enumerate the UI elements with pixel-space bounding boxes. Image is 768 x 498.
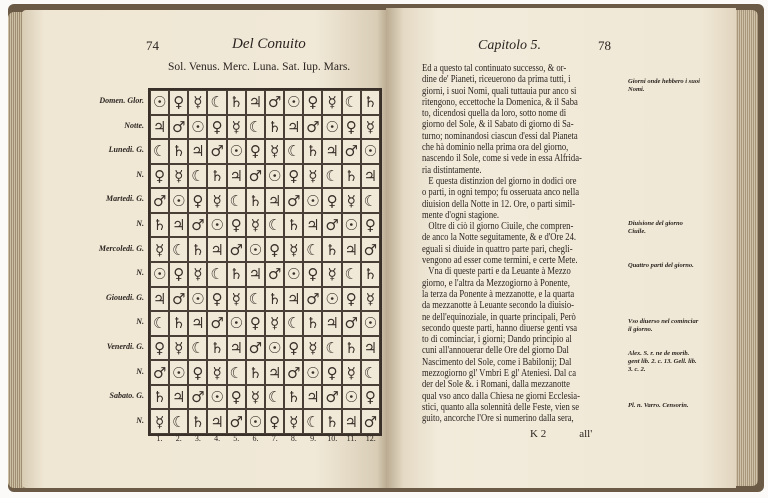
text-line: Nascimento del Sole, come i Babilonij; Dal bbox=[422, 355, 572, 368]
planet-symbol-cell: ♃ bbox=[265, 188, 284, 213]
planet-symbol-cell: ♃ bbox=[342, 237, 361, 262]
right-page-number: 78 bbox=[598, 38, 611, 53]
hour-number: 3. bbox=[194, 434, 201, 443]
planet-symbol-cell: ☿ bbox=[361, 115, 380, 140]
planet-symbol-cell: ☿ bbox=[227, 115, 246, 140]
catchword: K 2 all' bbox=[530, 428, 593, 440]
planet-symbol-cell: ♄ bbox=[284, 213, 303, 238]
planet-symbol-cell: ☿ bbox=[188, 262, 207, 287]
row-label: N. bbox=[136, 169, 144, 179]
planet-symbol-cell: ♂ bbox=[227, 237, 246, 262]
planet-symbol-cell: ☾ bbox=[265, 385, 284, 410]
left-page-number: 74 bbox=[146, 38, 159, 53]
hour-number: 4. bbox=[214, 434, 221, 443]
text-line: ritengono, eccettoche la Domenica, & il Saba bbox=[422, 95, 578, 108]
planet-symbol-cell: ☉ bbox=[188, 287, 207, 312]
hour-number: 11. bbox=[346, 434, 357, 443]
planet-symbol-cell: ♄ bbox=[150, 385, 169, 410]
text-line: giorno del Sole, & il Sabato di giorno di Sa- bbox=[422, 118, 574, 131]
planet-symbol-cell: ♃ bbox=[207, 409, 226, 434]
text-line: ne dell'equinoziale, in quarte principali, Però bbox=[422, 310, 576, 323]
planet-symbol-cell: ♂ bbox=[207, 311, 226, 336]
planet-symbol-cell: ☾ bbox=[188, 164, 207, 189]
planet-symbol-cell: ☾ bbox=[150, 311, 169, 336]
planet-symbol-cell: ♀ bbox=[246, 139, 265, 164]
planet-symbol-cell: ☾ bbox=[361, 188, 380, 213]
text-line: cuni all'annouerar delle Ore del giorno Dal bbox=[422, 344, 569, 357]
planet-symbol-cell: ☿ bbox=[188, 90, 207, 115]
planet-symbol-cell: ♂ bbox=[265, 262, 284, 287]
planet-symbol-cell: ☾ bbox=[322, 164, 341, 189]
text-line: vengono ad esser come termini, e certe Mete. bbox=[422, 254, 578, 267]
planet-symbol-cell: ☾ bbox=[246, 115, 265, 140]
row-label: N. bbox=[136, 415, 144, 425]
hour-number: 5. bbox=[233, 434, 240, 443]
planet-symbol-cell: ☾ bbox=[265, 213, 284, 238]
planet-symbol-cell: ☿ bbox=[227, 287, 246, 312]
planet-symbol-cell: ♃ bbox=[361, 336, 380, 361]
planet-symbol-cell: ☿ bbox=[322, 262, 341, 287]
planet-symbol-cell: ☿ bbox=[207, 360, 226, 385]
left-running-head: Del Conuito bbox=[232, 36, 306, 52]
planet-symbol-cell: ☾ bbox=[342, 262, 361, 287]
planet-symbol-cell: ♄ bbox=[169, 311, 188, 336]
margin-note: Giorni onde hebbero i suoi Nomi. bbox=[628, 78, 700, 93]
row-label: N. bbox=[136, 366, 144, 376]
planet-symbol-cell: ☉ bbox=[169, 188, 188, 213]
planet-symbol-cell: ♃ bbox=[284, 287, 303, 312]
planet-symbol-cell: ♂ bbox=[188, 213, 207, 238]
planet-symbol-cell: ☉ bbox=[150, 262, 169, 287]
planet-symbol-cell: ♀ bbox=[246, 311, 265, 336]
planet-symbol-cell: ☿ bbox=[284, 409, 303, 434]
hour-number: 6. bbox=[252, 434, 259, 443]
planet-symbol-cell: ♃ bbox=[303, 385, 322, 410]
planet-symbol-cell: ☾ bbox=[342, 90, 361, 115]
planet-symbol-cell: ♀ bbox=[265, 237, 284, 262]
text-line: mezzogiorno gl' Vmbri E gl' Ateniesi. Dal ca bbox=[422, 367, 577, 380]
planet-symbol-cell: ♃ bbox=[150, 115, 169, 140]
row-label: Sabato. G. bbox=[109, 391, 144, 401]
text-line: qual vso anco dalla Chiesa ne giorni Ecclesia- bbox=[422, 389, 580, 402]
planet-symbol-cell: ♄ bbox=[303, 139, 322, 164]
planet-symbol-cell: ♄ bbox=[265, 115, 284, 140]
text-line: che hà dominio nella prima ora del giorno, bbox=[422, 141, 569, 154]
planet-symbol-cell: ♃ bbox=[265, 360, 284, 385]
planet-symbol-cell: ☉ bbox=[227, 311, 246, 336]
planet-symbol-cell: ☾ bbox=[322, 336, 341, 361]
planet-symbol-cell: ☉ bbox=[169, 360, 188, 385]
planet-symbol-cell: ♃ bbox=[227, 336, 246, 361]
planet-symbol-cell: ☿ bbox=[169, 336, 188, 361]
planet-symbol-cell: ♀ bbox=[188, 188, 207, 213]
hour-number: 12. bbox=[365, 434, 376, 443]
row-label: Venerdi. G. bbox=[106, 342, 144, 351]
planet-symbol-cell: ☉ bbox=[303, 188, 322, 213]
text-line: ria distintamente. bbox=[422, 163, 482, 176]
planet-symbol-cell: ♄ bbox=[188, 409, 207, 434]
planet-symbol-cell: ♂ bbox=[284, 360, 303, 385]
page-edges-right bbox=[736, 10, 758, 486]
planet-symbol-cell: ♀ bbox=[361, 385, 380, 410]
planet-symbol-cell: ♃ bbox=[169, 213, 188, 238]
planet-symbol-cell: ☉ bbox=[207, 213, 226, 238]
planet-symbol-cell: ☾ bbox=[303, 409, 322, 434]
planet-symbol-cell: ☿ bbox=[265, 139, 284, 164]
text-line: Ed a questo tal continuato successo, & or- bbox=[422, 62, 567, 74]
planet-symbol-cell: ♄ bbox=[207, 164, 226, 189]
planet-symbol-cell: ☿ bbox=[342, 188, 361, 213]
planet-symbol-cell: ♄ bbox=[284, 385, 303, 410]
planet-symbol-cell: ☾ bbox=[169, 237, 188, 262]
planet-symbol-cell: ♄ bbox=[246, 188, 265, 213]
planet-symbol-cell: ♂ bbox=[342, 311, 361, 336]
planet-symbol-cell: ☉ bbox=[246, 409, 265, 434]
text-line: eguali si diuide in quattro parte pari, chegli- bbox=[422, 242, 573, 255]
text-line: diuision della Notte in 12. Ore, o parti simil- bbox=[422, 197, 575, 210]
planet-symbol-cell: ☉ bbox=[303, 360, 322, 385]
planet-symbol-cell: ☾ bbox=[188, 336, 207, 361]
planet-symbol-cell: ♂ bbox=[169, 115, 188, 140]
planet-symbol-cell: ☿ bbox=[322, 90, 341, 115]
text-line: la terza da Ponente à mezzanotte, e la quarta bbox=[422, 287, 575, 300]
planet-symbol-cell: ♃ bbox=[188, 139, 207, 164]
planet-symbol-cell: ♃ bbox=[246, 262, 265, 287]
planet-symbol-cell: ☾ bbox=[150, 139, 169, 164]
text-line: de anco la Notte seguitamente, & e d'Ore 24. bbox=[422, 231, 577, 244]
planet-symbol-cell: ☉ bbox=[150, 90, 169, 115]
text-line: giorni, i suoi Nomi, quali tuttauia pur anco si bbox=[422, 84, 577, 97]
planet-symbol-cell: ♂ bbox=[169, 287, 188, 312]
planet-symbol-cell: ☾ bbox=[169, 409, 188, 434]
margin-note: Diuisione del giorno Ciuile. bbox=[628, 220, 683, 235]
planet-symbol-cell: ☾ bbox=[207, 90, 226, 115]
planet-symbol-cell: ♃ bbox=[169, 385, 188, 410]
planet-symbol-cell: ♃ bbox=[361, 164, 380, 189]
planet-symbol-cell: ♀ bbox=[150, 336, 169, 361]
planet-symbol-cell: ♂ bbox=[361, 237, 380, 262]
planet-symbol-cell: ♀ bbox=[303, 262, 322, 287]
planet-symbol-cell: ♀ bbox=[169, 262, 188, 287]
planet-symbol-cell: ☾ bbox=[207, 262, 226, 287]
text-line: to, dicendosi quella da loro, sotto nome di bbox=[422, 107, 567, 120]
planet-symbol-cell: ☾ bbox=[361, 360, 380, 385]
planet-symbol-cell: ☿ bbox=[246, 385, 265, 410]
planet-symbol-cell: ♂ bbox=[150, 360, 169, 385]
planet-symbol-cell: ☿ bbox=[361, 287, 380, 312]
planet-symbol-cell: ♄ bbox=[207, 336, 226, 361]
hour-number: 9. bbox=[310, 434, 317, 443]
row-label: N. bbox=[136, 219, 144, 228]
hour-number: 2. bbox=[175, 434, 182, 443]
planet-symbol-cell: ♃ bbox=[322, 139, 341, 164]
row-label: Lunedi. G. bbox=[108, 145, 144, 155]
planet-symbol-cell: ♂ bbox=[303, 115, 322, 140]
planet-symbol-cell: ♃ bbox=[303, 213, 322, 238]
planet-symbol-cell: ♄ bbox=[342, 164, 361, 189]
planet-symbol-cell: ☿ bbox=[284, 237, 303, 262]
planet-symbol-cell: ☉ bbox=[342, 385, 361, 410]
row-label: Giouedi. G. bbox=[106, 292, 144, 302]
hour-number: 10. bbox=[327, 434, 338, 443]
planet-symbol-cell: ☉ bbox=[246, 237, 265, 262]
planet-symbol-cell: ♃ bbox=[207, 237, 226, 262]
planet-symbol-cell: ♀ bbox=[265, 409, 284, 434]
planet-symbol-cell: ♀ bbox=[284, 164, 303, 189]
text-line: to di cominciar, i giorni; Dando principio al bbox=[422, 333, 572, 346]
planet-symbol-cell: ♀ bbox=[322, 360, 341, 385]
planet-symbol-cell: ☉ bbox=[227, 139, 246, 164]
planet-symbol-cell: ♄ bbox=[322, 237, 341, 262]
planet-symbol-cell: ♄ bbox=[361, 262, 380, 287]
hour-number: 8. bbox=[290, 434, 297, 443]
text-line: der del Sole &. i Romani, dalla mezzanotte bbox=[422, 378, 570, 391]
planet-symbol-cell: ☿ bbox=[246, 213, 265, 238]
planet-symbol-cell: ☿ bbox=[150, 409, 169, 434]
planet-symbol-cell: ☉ bbox=[361, 139, 380, 164]
planet-symbol-cell: ♂ bbox=[150, 188, 169, 213]
planet-symbol-cell: ♀ bbox=[342, 287, 361, 312]
planet-symbol-cell: ♀ bbox=[207, 287, 226, 312]
planet-symbol-cell: ☉ bbox=[284, 262, 303, 287]
planet-symbol-cell: ♂ bbox=[361, 409, 380, 434]
text-line: mente d'ogni stagione. bbox=[422, 208, 500, 221]
planet-symbol-cell: ☉ bbox=[322, 115, 341, 140]
planet-symbol-cell: ♀ bbox=[303, 90, 322, 115]
text-line: E questa distinzion del giorno in dodici ore bbox=[422, 174, 577, 187]
planet-symbol-cell: ♀ bbox=[284, 336, 303, 361]
row-label: Domen. Glor. bbox=[99, 96, 144, 105]
planet-symbol-cell: ♀ bbox=[188, 360, 207, 385]
planet-symbol-cell: ♄ bbox=[342, 336, 361, 361]
planet-symbol-cell: ♃ bbox=[227, 164, 246, 189]
row-label: Notte. bbox=[124, 120, 144, 130]
text-line: stici, quanto alla solennità delle Feste, vien se bbox=[422, 400, 580, 413]
text-line: Vna di queste parti e da Leuante à Mezzo bbox=[422, 265, 571, 278]
planet-symbol-cell: ☉ bbox=[322, 287, 341, 312]
planet-symbol-cell: ♄ bbox=[361, 90, 380, 115]
planet-symbol-cell: ♄ bbox=[227, 262, 246, 287]
text-line: Oltre di ciò il giorno Ciuile, che compren- bbox=[422, 220, 574, 233]
text-line: turno; nominandosi ciascun d'essi dal Pianeta bbox=[422, 129, 578, 142]
planet-symbol-cell: ♃ bbox=[150, 287, 169, 312]
planet-symbol-cell: ♃ bbox=[322, 311, 341, 336]
planet-symbol-cell: ♂ bbox=[246, 164, 265, 189]
text-line: dine de' Pianeti, riceuerono da prima tutti, i bbox=[422, 73, 571, 86]
planet-symbol-cell: ☾ bbox=[227, 188, 246, 213]
planet-symbol-cell: ☾ bbox=[284, 139, 303, 164]
body-text bbox=[422, 63, 582, 425]
planet-symbol-cell: ♄ bbox=[303, 311, 322, 336]
planet-symbol-cell: ♂ bbox=[284, 188, 303, 213]
planetary-hours-table bbox=[148, 88, 382, 436]
planet-symbol-cell: ☉ bbox=[188, 115, 207, 140]
planet-symbol-cell: ♀ bbox=[342, 115, 361, 140]
planet-symbol-cell: ☉ bbox=[265, 336, 284, 361]
planet-column-header: Sol. Venus. Merc. Luna. Sat. Iup. Mars. bbox=[168, 61, 351, 73]
planet-symbol-cell: ♀ bbox=[227, 213, 246, 238]
planet-symbol-cell: ☿ bbox=[150, 237, 169, 262]
planet-symbol-cell: ♃ bbox=[284, 115, 303, 140]
planet-symbol-cell: ☉ bbox=[342, 213, 361, 238]
planet-symbol-cell: ☿ bbox=[342, 360, 361, 385]
text-line: secondo queste parti, hanno diuerse genti vsa bbox=[422, 321, 578, 334]
planet-symbol-cell: ☾ bbox=[246, 287, 265, 312]
planet-symbol-cell: ☿ bbox=[265, 311, 284, 336]
planet-symbol-cell: ♃ bbox=[342, 409, 361, 434]
hour-number: 1. bbox=[156, 434, 163, 443]
planet-symbol-cell: ♀ bbox=[169, 90, 188, 115]
row-label: N. bbox=[136, 317, 144, 327]
planet-symbol-cell: ♄ bbox=[246, 360, 265, 385]
planet-symbol-cell: ☾ bbox=[303, 237, 322, 262]
planet-symbol-cell: ♀ bbox=[322, 188, 341, 213]
planet-symbol-cell: ☿ bbox=[207, 188, 226, 213]
row-label: N. bbox=[136, 268, 144, 278]
planet-symbol-cell: ☿ bbox=[303, 336, 322, 361]
planet-symbol-cell: ♄ bbox=[188, 237, 207, 262]
planet-symbol-cell: ♃ bbox=[188, 311, 207, 336]
planet-symbol-cell: ♄ bbox=[265, 287, 284, 312]
text-line: nascendo il Sole, come si vede in essa Alfrida- bbox=[422, 152, 582, 165]
planet-symbol-cell: ♃ bbox=[246, 90, 265, 115]
margin-note: Alex. S. r. ne de morib. gent lib. 2. c. 13. Gell. lib. 3. c. 2. bbox=[628, 350, 697, 373]
planet-symbol-cell: ♄ bbox=[322, 409, 341, 434]
planet-symbol-cell: ☉ bbox=[284, 90, 303, 115]
text-line: giorno, e l'altra da Mezzogiorno à Ponente, bbox=[422, 276, 570, 289]
planet-symbol-cell: ☉ bbox=[361, 311, 380, 336]
planet-symbol-cell: ♂ bbox=[227, 409, 246, 434]
text-line: o parti, in ogni tempo; fu osseruata anco nella bbox=[422, 186, 580, 199]
planet-symbol-cell: ♄ bbox=[169, 139, 188, 164]
planet-symbol-cell: ☉ bbox=[265, 164, 284, 189]
planet-symbol-cell: ♂ bbox=[188, 385, 207, 410]
planet-symbol-cell: ♀ bbox=[207, 115, 226, 140]
margin-note: Quattro parti del giorno. bbox=[628, 262, 694, 269]
planet-symbol-cell: ♂ bbox=[207, 139, 226, 164]
row-label: Martedi. G. bbox=[106, 194, 144, 204]
planet-symbol-cell: ♄ bbox=[227, 90, 246, 115]
planet-symbol-cell: ♂ bbox=[322, 213, 341, 238]
planet-symbol-cell: ☉ bbox=[207, 385, 226, 410]
margin-note: Pl. n. Varro. Censorin. bbox=[628, 402, 689, 409]
planet-symbol-cell: ♀ bbox=[150, 164, 169, 189]
margin-note: Vso diuerso nel cominciar il giorno. bbox=[628, 318, 699, 333]
planet-symbol-cell: ♂ bbox=[322, 385, 341, 410]
planet-symbol-cell: ♂ bbox=[342, 139, 361, 164]
right-running-head: Capitolo 5. bbox=[478, 38, 542, 53]
planet-symbol-cell: ☿ bbox=[169, 164, 188, 189]
day-labels bbox=[60, 88, 144, 432]
planet-symbol-cell: ♂ bbox=[246, 336, 265, 361]
planet-symbol-cell: ♄ bbox=[150, 213, 169, 238]
planet-symbol-cell: ♂ bbox=[265, 90, 284, 115]
row-label: Mercoledi. G. bbox=[98, 243, 144, 253]
text-line: da mezzanotte à Leuante secondo la diuisio- bbox=[422, 299, 575, 312]
planet-symbol-cell: ☾ bbox=[227, 360, 246, 385]
text-line: guito, ancorche l'Ore si numerino dalla sera, bbox=[422, 412, 574, 425]
planet-symbol-cell: ♀ bbox=[361, 213, 380, 238]
planet-symbol-cell: ♀ bbox=[227, 385, 246, 410]
planet-symbol-cell: ☿ bbox=[303, 164, 322, 189]
planet-symbol-cell: ☾ bbox=[284, 311, 303, 336]
hour-number: 7. bbox=[271, 434, 278, 443]
planet-symbol-cell: ♂ bbox=[303, 287, 322, 312]
